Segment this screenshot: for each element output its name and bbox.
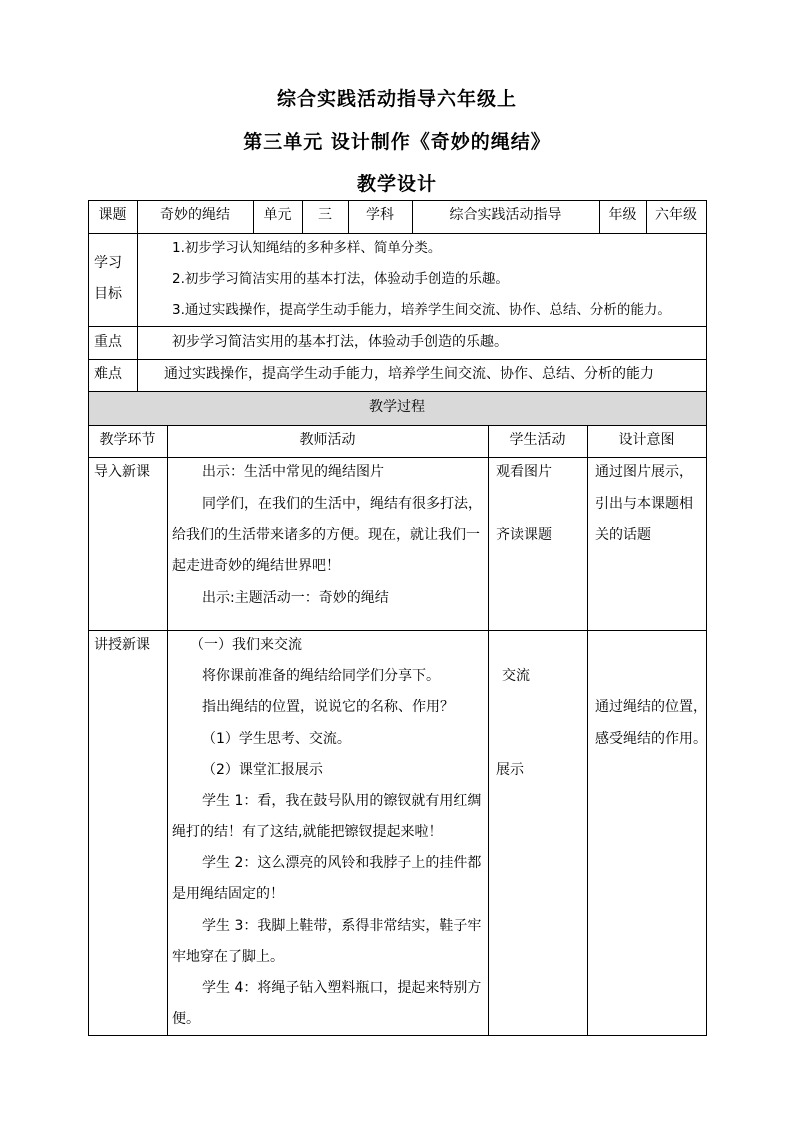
table-border-bottom [88,1035,707,1036]
process-title: 教学过程 [369,399,425,415]
key-point-text: 初步学习简洁实用的基本打法，体验动手创造的乐趣。 [172,334,508,350]
header-stage: 教学环节 [99,432,156,448]
goal-item: 1.初步学习认知绳结的多种多样、简单分类。 [172,240,442,256]
keti-value: 奇妙的绳结 [160,207,230,223]
intro-teacher-line: 出示：生活中常见的绳结图片 [202,464,384,480]
lecture-teacher-line: 学生 1：看，我在鼓号队用的镲钗就有用红绸 [202,793,482,809]
intro-student-line: 齐读课题 [496,527,552,543]
goal-item: 2.初步学习简洁实用的基本打法，体验动手创造的乐趣。 [172,271,509,287]
lecture-student-line: 展示 [496,762,524,778]
danyuan-label: 单元 [263,207,292,223]
lecture-teacher-line: （1）学生思考、交流。 [202,731,351,747]
xueke-value: 综合实践活动指导 [449,207,562,223]
lecture-stage: 讲授新课 [94,637,150,653]
lecture-purpose-line: 通过绳结的位置， [595,699,707,715]
lecture-teacher-line: 学生 2：这么漂亮的风铃和我脖子上的挂件都 [202,855,482,871]
header-student: 学生活动 [509,432,566,448]
lecture-teacher-line: 是用绳结固定的！ [172,886,284,902]
difficulty-label: 难点 [94,366,122,382]
xueke-label: 学科 [366,207,394,223]
lecture-teacher-line: 学生 4：将绳子钻入塑料瓶口，提起来特别方 [202,980,482,996]
goals-label-line2: 目标 [94,286,122,302]
key-point-label: 重点 [94,334,122,350]
intro-teacher-line: 起走进奇妙的绳结世界吧！ [172,558,340,574]
table-border-left [88,200,89,1036]
lecture-teacher-line: 便。 [172,1011,200,1027]
intro-stage: 导入新课 [94,464,150,480]
intro-purpose-line: 通过图片展示， [595,464,693,480]
lecture-purpose-line: 感受绳结的作用。 [595,731,707,747]
table-border-right [706,200,707,1036]
lecture-teacher-line: 牢地穿在了脚上。 [172,949,284,965]
intro-teacher-line: 同学们，在我们的生活中，绳结有很多打法， [202,496,482,512]
nianji-value: 六年级 [655,207,697,223]
table-rule [488,425,489,1036]
doc-title-line3: 教学设计 [356,173,437,195]
goal-item: 3.通过实践操作，提高学生动手能力，培养学生间交流、协作、总结、分析的能力。 [172,302,671,318]
lecture-student-line: 交流 [502,668,530,684]
goals-label-line1: 学习 [94,255,122,271]
doc-title-line1: 综合实践活动指导六年级上 [276,88,517,110]
nianji-label: 年级 [608,207,637,223]
intro-teacher-line: 出示:主题活动一：奇妙的绳结 [202,590,389,606]
difficulty-text: 通过实践操作，提高学生动手能力，培养学生间交流、协作、总结、分析的能力 [164,366,654,382]
doc-title-line2: 第三单元 设计制作《奇妙的绳结》 [243,131,551,153]
table-rule [88,630,707,631]
lecture-teacher-line: 指出绳结的位置，说说它的名称、作用？ [202,699,454,715]
header-teacher: 教师活动 [299,432,356,448]
header-purpose: 设计意图 [618,432,675,448]
danyuan-value: 三 [318,207,332,223]
keti-label: 课题 [98,207,127,223]
table-rule [167,425,168,1036]
intro-teacher-line: 给我们的生活带来诸多的方便。现在，就让我们一 [172,527,480,543]
intro-purpose-line: 关的话题 [595,527,651,543]
lecture-teacher-line: 学生 3：我脚上鞋带，系得非常结实，鞋子牢 [202,918,482,934]
table-rule [137,233,138,391]
lecture-teacher-line: （2）课堂汇报展示 [202,762,323,778]
lecture-teacher-line: 绳打的结！有了这结,就能把镲钗提起来啦！ [172,824,443,840]
lecture-teacher-line: 将你课前准备的绳结给同学们分享下。 [202,668,440,684]
intro-student-line: 观看图片 [496,464,552,480]
intro-purpose-line: 引出与本课题相 [595,496,693,512]
table-rule [587,425,588,1036]
lecture-teacher-line: （一）我们来交流 [190,637,302,653]
